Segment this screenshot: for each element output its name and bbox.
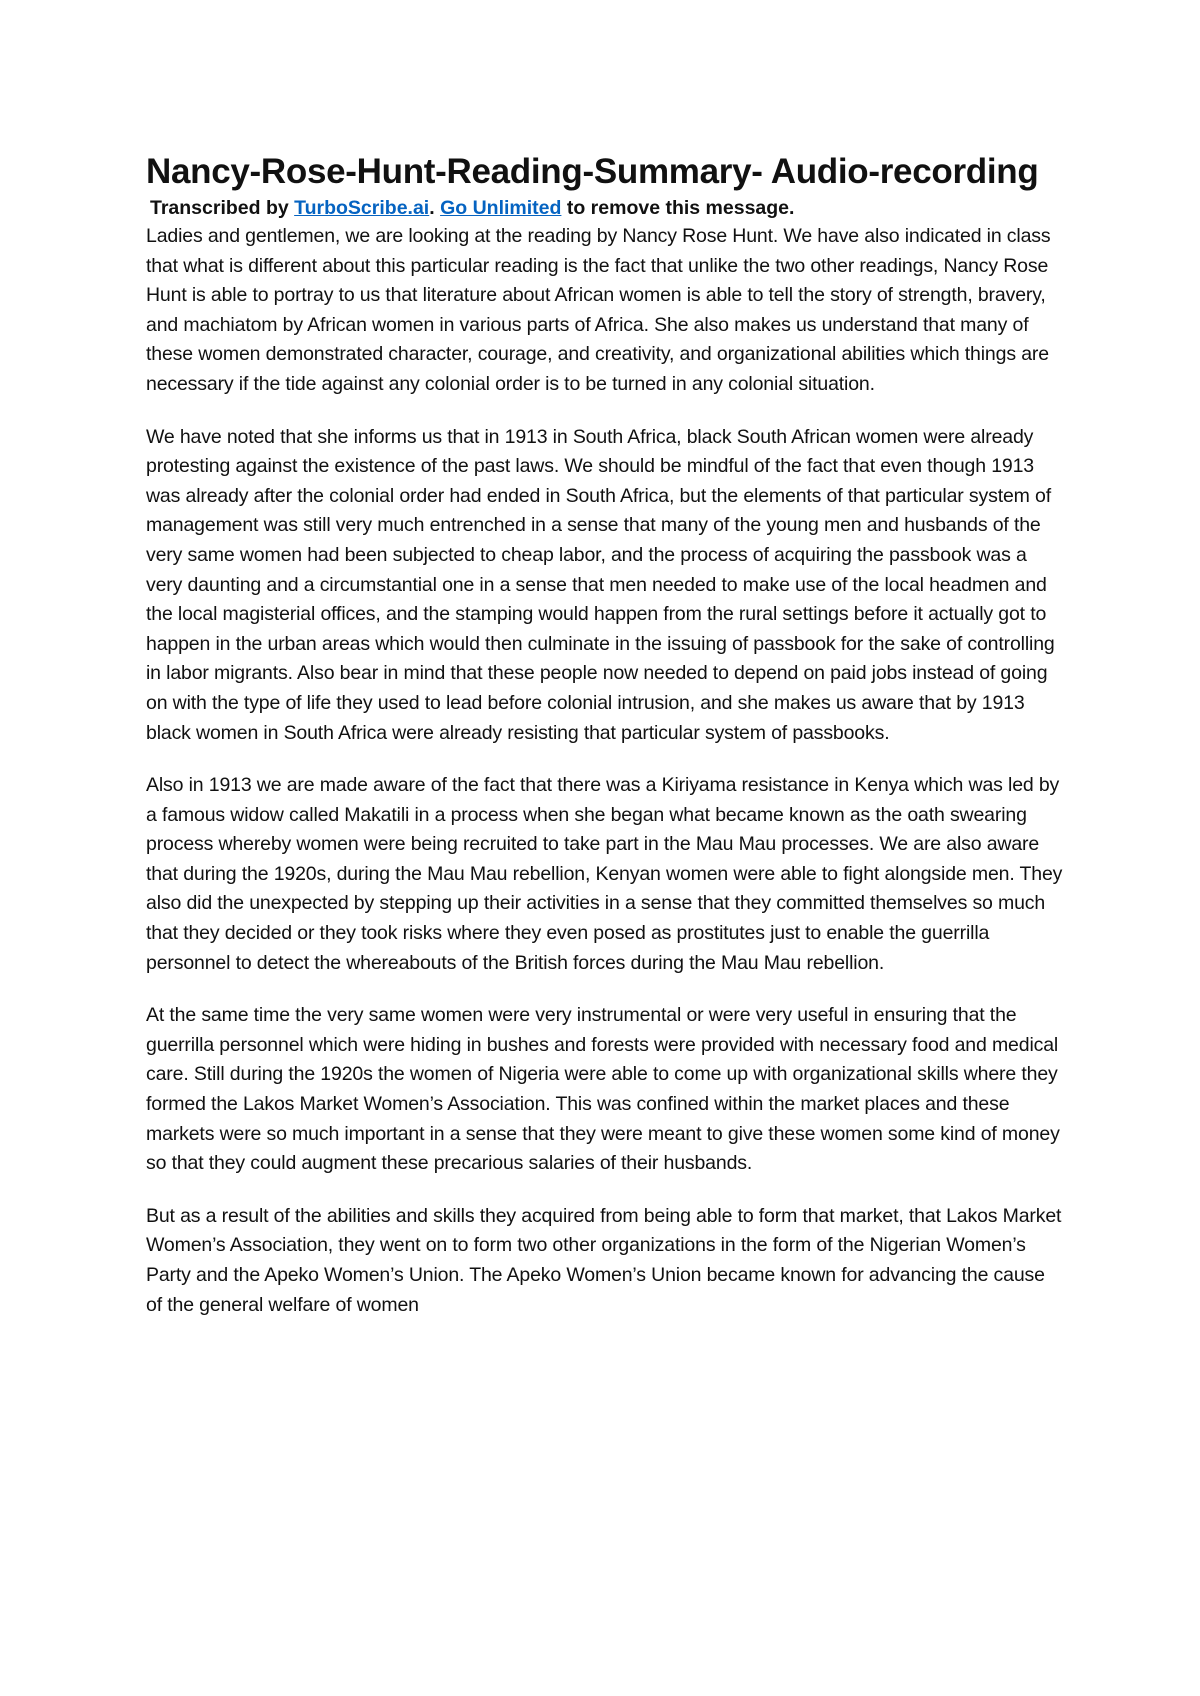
- paragraph-2: We have noted that she informs us that in 1913 in South Africa, black South African women were already protesting against the existence of the past laws. We should be mindful of the fact that even though 1913 was already after the colonial order had ended in South Africa, but the elements of that particular system of management was still very much entrenched in a sense that many of the young men and husbands of the very same women had been subjected to cheap labor, and the process of acquiring the passbook was a very daunting and a circumstantial one in a sense that men needed to make use of the local headmen and the local magisterial offices, and the stamping would happen from the rural settings before it actually got to happen in the urban areas which would then culminate in the issuing of passbook for the sake of controlling in labor migrants. Also bear in mind that these people now needed to depend on paid jobs instead of going on with the type of life they used to lead before colonial intrusion, and she makes us aware that by 1913 black women in South Africa were already resisting that particular system of passbooks.: [146, 425, 1055, 744]
- document-page: [146, 150, 1066, 1343]
- note-suffix: to remove this message.: [566, 197, 795, 219]
- note-prefix: Transcribed by: [150, 197, 289, 219]
- note-separator: .: [429, 197, 435, 219]
- paragraph-4: At the same time the very same women were very instrumental or were very useful in ensuring that the guerrilla personnel which were hiding in bushes and forests were provided with necessary food and medical care. Still during the 1920s the women of Nigeria were able to come up with organizational skills where they formed the Lakos Market Women’s Association. This was confined within the market places and these markets were so much important in a sense that they were meant to give these women some kind of money so that they could augment these precarious salaries of their husbands.: [146, 1004, 1060, 1175]
- document-title: Nancy-Rose-Hunt-Reading-Summary- Audio-recording: [146, 152, 1039, 191]
- paragraph-3: Also in 1913 we are made aware of the fact that there was a Kiriyama resistance in Kenya which was led by a famous widow called Makatili in a process when she began what became known as the oath swearing process whereby women were being recruited to take part in the Mau Mau processes. We are also aware that during the 1920s, during the Mau Mau rebellion, Kenyan women were able to fight alongside men. They also did the unexpected by stepping up their activities in a sense that they committed themselves so much that they decided or they took risks where they even posed as prostitutes just to enable the guerrilla personnel to detect the whereabouts of the British forces during the Mau Mau rebellion.: [146, 774, 1063, 974]
- paragraph-5: But as a result of the abilities and skills they acquired from being able to form that market, that Lakos Market Women’s Association, they went on to form two other organizations in the form of the Nigerian Women’s Party and the Apeko Women’s Union. The Apeko Women’s Union became known for advancing the cause of the general welfare of women: [146, 1204, 1062, 1316]
- go-unlimited-link[interactable]: Go Unlimited: [440, 197, 562, 219]
- turboscribe-link[interactable]: TurboScribe.ai: [294, 197, 430, 219]
- transcription-note: [146, 194, 1066, 222]
- paragraph-1: Ladies and gentlemen, we are looking at the reading by Nancy Rose Hunt. We have also indicated in class that what is different about this particular reading is the fact that unlike the two other readings, Nancy Rose Hunt is able to portray to us that literature about African women is able to tell the story of strength, bravery, and machiatom by African women in various parts of Africa. She also makes us understand that many of these women demonstrated character, courage, and creativity, and organizational abilities which things are necessary if the tide against any colonial order is to be turned in any colonial situation.: [146, 225, 1051, 395]
